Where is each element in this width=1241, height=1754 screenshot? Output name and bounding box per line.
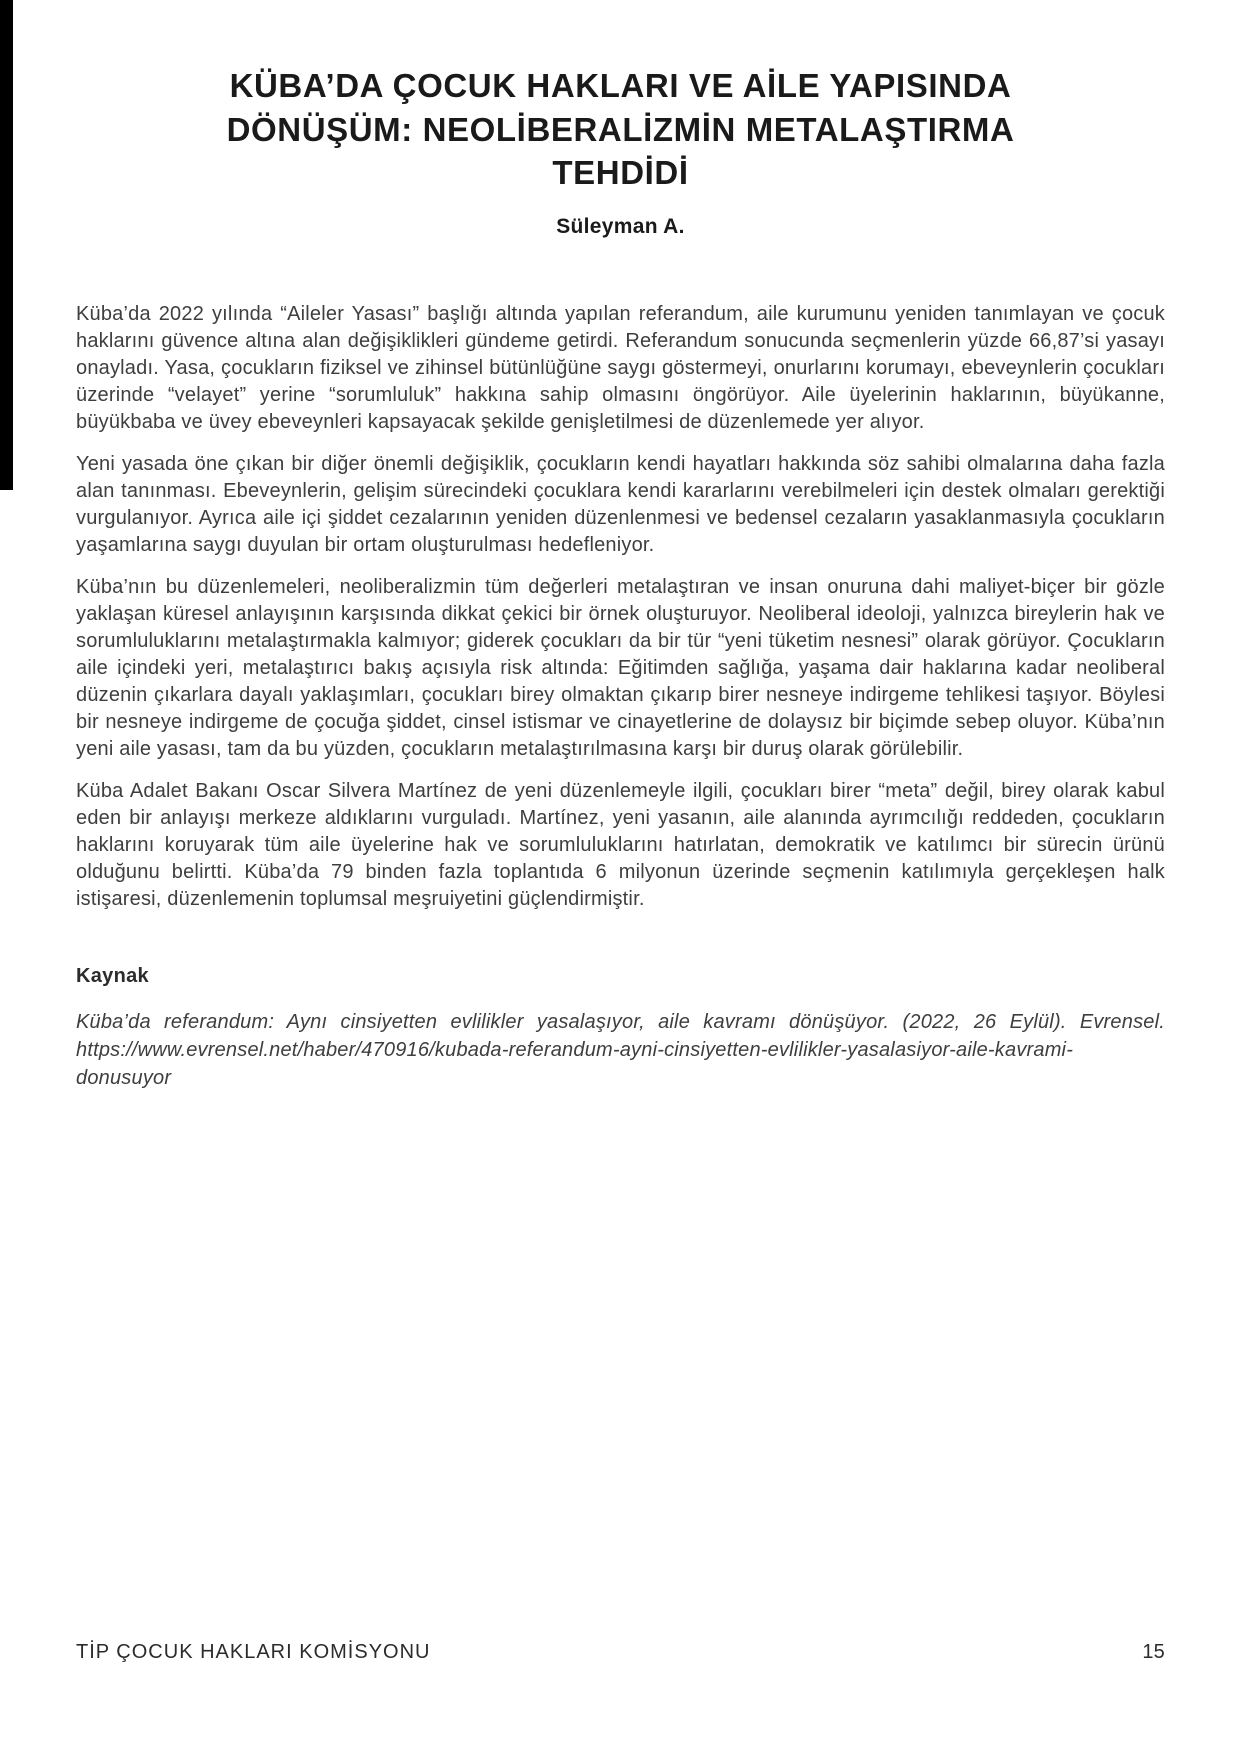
left-edge-bar: [0, 0, 13, 490]
page-footer: [76, 1641, 1165, 1664]
paragraph-1: Küba’da 2022 yılında “Aileler Yasası” başlığı altında yapılan referandum, aile kurumunu yeniden tanımlayan ve çocuk haklarını güvence altına alan değişiklikleri gündeme getirdi. Referandum sonucunda seçmenlerin yüzde 66,87’si yasayı onayladı. Yasa, çocukların fiziksel ve zihinsel bütünlüğüne saygı göstermeyi, onurlarını korumayı, ebeveynlerin çocukları üzerinde “velayet” yerine “sorumluluk” hakkına sahip olmasını öngörüyor. Aile üyelerinin haklarının, büyükanne, büyükbaba ve üvey ebeveynleri kapsayacak şekilde genişletilmesi de düzenlemede yer alıyor.: [76, 302, 1165, 433]
paragraph-4: Küba Adalet Bakanı Oscar Silvera Martínez de yeni düzenlemeyle ilgili, çocukları birer “meta” değil, birey olarak kabul eden bir anlayışı merkeze aldıklarını vurguladı. Martínez, yeni yasanın, aile alanında ayrımcılığı reddeden, çocukların haklarını koruyarak tüm aile üyelerine hak ve sorumluluklarını hatırlatan, demokratik ve katılımcı bir sürecin ürünü olduğunu belirtti. Küba’da 79 binden fazla toplantıda 6 milyonun üzerinde seçmenin katılımıyla gerçekleşen halk istişaresi, düzenlemenin toplumsal meşruiyetini güçlendirmiştir.: [76, 779, 1165, 910]
page-content: [76, 0, 1165, 1092]
page-number: 15: [1142, 1641, 1165, 1663]
source-heading: Kaynak: [76, 964, 149, 987]
author-name: Süleyman A.: [556, 214, 685, 238]
footer-organization: TİP ÇOCUK HAKLARI KOMİSYONU: [76, 1641, 431, 1663]
reference-citation: Küba’da referandum: Aynı cinsiyetten evlilikler yasalaşıyor, aile kavramı dönüşüyor. (2022, 26 Eylül). Evrensel. https://www.evrensel.net/haber/470916/kubada-referandum-ayni-cinsiyetten-evlilikler-yasalasiyor-aile-kavrami-donusuyor: [76, 1010, 1165, 1089]
article-body: [76, 301, 1165, 913]
paragraph-2: Yeni yasada öne çıkan bir diğer önemli değişiklik, çocukların kendi hayatları hakkında söz sahibi olmalarına daha fazla alan tanınması. Ebeveynlerin, gelişim sürecindeki çocuklara kendi kararlarını verebilmeleri için destek olmaları gerektiği vurgulanıyor. Ayrıca aile içi şiddet cezalarının yeniden düzenlenmesi ve bedensel cezaların yasaklanmasıyla çocukların yaşamlarına saygı duyulan bir ortam oluşturulması hedefleniyor.: [76, 452, 1165, 556]
page-title: KÜBA’DA ÇOCUK HAKLARI VE AİLE YAPISINDA DÖNÜŞÜM: NEOLİBERALİZMİN METALAŞTIRMA TEHDİDİ: [226, 67, 1015, 192]
paragraph-3: Küba’nın bu düzenlemeleri, neoliberalizmin tüm değerleri metalaştıran ve insan onuruna dahi maliyet-biçer bir gözle yaklaşan küresel anlayışının karşısında dikkat çekici bir örnek oluşturuyor. Neoliberal ideoloji, yalnızca bireylerin hak ve sorumluluklarını metalaştırmakla kalmıyor; giderek çocukları da bir tür “yeni tüketim nesnesi” olarak görüyor. Çocukların aile içindeki yeri, metalaştırıcı bakış açısıyla risk altında: Eğitimden sağlığa, yaşama dair haklarına kadar neoliberal düzenin çıkarlara dayalı yaklaşımları, çocukları birey olmaktan çıkarıp birer nesneye indirgeme tehlikesi taşıyor. Böylesi bir nesneye indirgeme de çocuğa şiddet, cinsel istismar ve cinayetlerine de dolaysız bir biçimde sebep oluyor. Küba’nın yeni aile yasası, tam da bu yüzden, çocukların metalaştırılmasına karşı bir duruş olarak görülebilir.: [76, 575, 1165, 760]
